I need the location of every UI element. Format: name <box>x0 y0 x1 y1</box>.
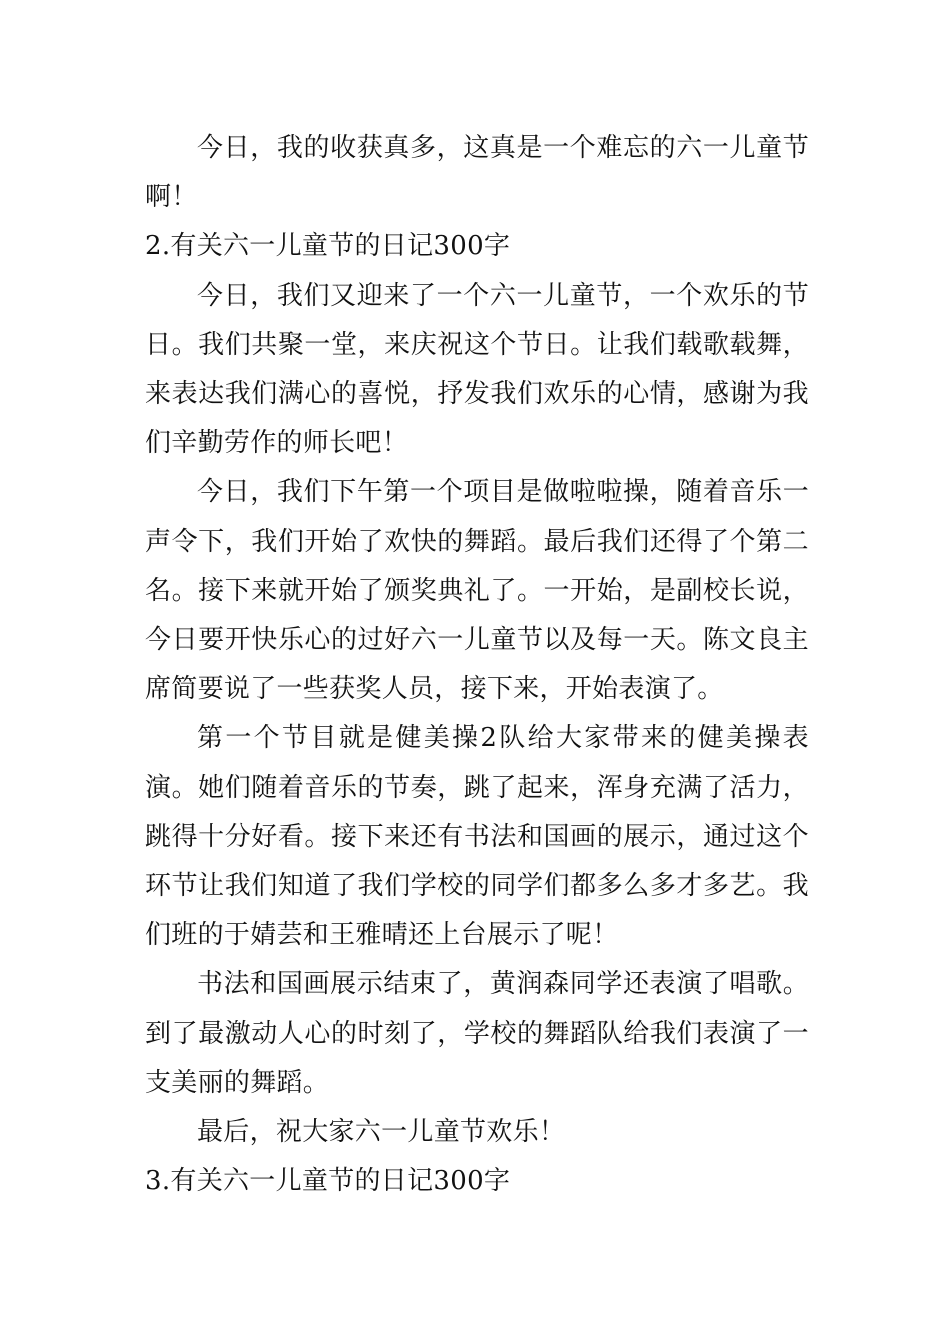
paragraph-aerobics: 第一个节目就是健美操2队给大家带来的健美操表演。她们随着音乐的节奏，跳了起来，浑身充满了活力，跳得十分好看。接下来还有书法和国画的展示，通过这个环节让我们知道了我们学校的同学们都多么多才多艺。我们班的于婧芸和王雅晴还上台展示了呢！ <box>145 723 809 951</box>
paragraph-performances: 书法和国画展示结束了，黄润森同学还表演了唱歌。到了最激动人心的时刻了，学校的舞蹈队给我们表演了一支美丽的舞蹈。 <box>145 969 809 1098</box>
paragraph-closing: 今日，我的收获真多，这真是一个难忘的六一儿童节啊！ <box>145 133 809 213</box>
paragraph-cheerleading: 今日，我们下午第一个项目是做啦啦操，随着音乐一声令下，我们开始了欢快的舞蹈。最后我们还得了个第二名。接下来就开始了颁奖典礼了。一开始，是副校长说，今日要开快乐心的过好六一儿童节以及每一天。陈文良主席简要说了一些获奖人员，接下来，开始表演了。 <box>145 477 809 705</box>
section-heading-3: 3.有关六一儿童节的日记300字 <box>145 1166 511 1197</box>
section-heading-2: 2.有关六一儿童节的日记300字 <box>145 231 511 262</box>
paragraph-wishes: 最后，祝大家六一儿童节欢乐！ <box>197 1117 566 1148</box>
document-body <box>145 124 809 1206</box>
paragraph-intro: 今日，我们又迎来了一个六一儿童节，一个欢乐的节日。我们共聚一堂，来庆祝这个节日。让我们载歌载舞，来表达我们满心的喜悦，抒发我们欢乐的心情，感谢为我们辛勤劳作的师长吧！ <box>145 280 809 459</box>
